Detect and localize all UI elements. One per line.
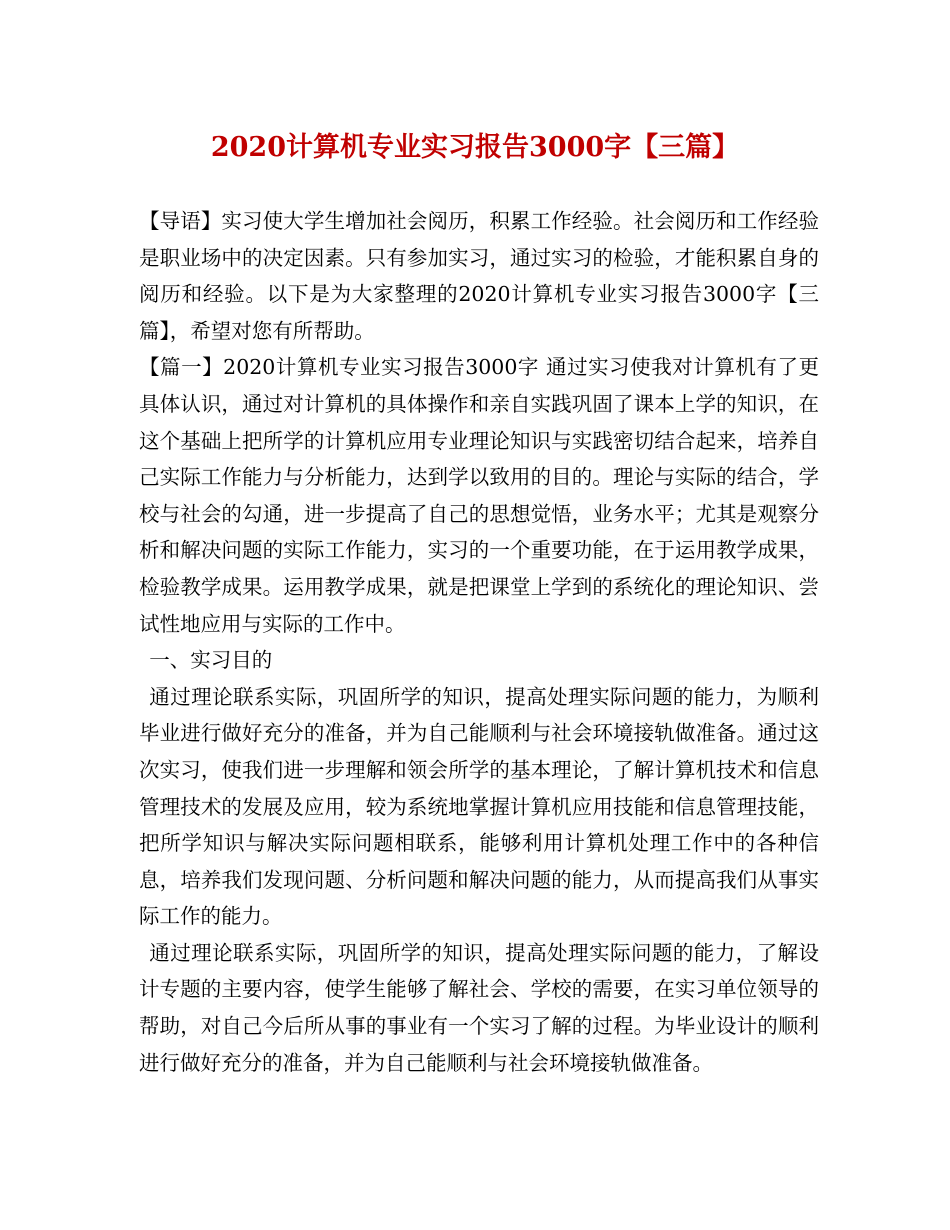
document-body [139,203,819,1081]
document-title: 2020计算机专业实习报告3000字【三篇】 [210,132,740,163]
section-heading-purpose: 一、实习目的 [149,648,273,673]
paragraph-intro: 【导语】实习使大学生增加社会阅历，积累工作经验。社会阅历和工作经验是职业场中的决定因素。只有参加实习，通过实习的检验，才能积累自身的阅历和经验。以下是为大家整理的2020计算机专业实习报告3000字【三篇】，希望对您有所帮助。 [139,209,819,343]
paragraph-purpose-1: 通过理论联系实际，巩固所学的知识，提高处理实际问题的能力，为顺利毕业进行做好充分的准备，并为自己能顺利与社会环境接轨做准备。通过这次实习，使我们进一步理解和领会所学的基本理论，了解计算机技术和信息管理技术的发展及应用，较为系统地掌握计算机应用技能和信息管理技能，把所学知识与解决实际问题相联系，能够利用计算机处理工作中的各种信息，培养我们发现问题、分析问题和解决问题的能力，从而提高我们从事实际工作的能力。 [139,684,819,929]
paragraph-purpose-2: 通过理论联系实际，巩固所学的知识，提高处理实际问题的能力，了解设计专题的主要内容，使学生能够了解社会、学校的需要，在实习单位领导的帮助，对自己今后所从事的事业有一个实习了解的过程。为毕业设计的顺利进行做好充分的准备，并为自己能顺利与社会环境接轨做准备。 [139,940,819,1075]
paragraph-part-one: 【篇一】2020计算机专业实习报告3000字 通过实习使我对计算机有了更具体认识，通过对计算机的具体操作和亲自实践巩固了课本上学的知识，在这个基础上把所学的计算机应用专业理论知识与实践密切结合起来，培养自己实际工作能力与分析能力，达到学以致用的目的。理论与实际的结合，学校与社会的勾通，进一步提高了自己的思想觉悟，业务水平；尤其是观察分析和解决问题的实际工作能力，实习的一个重要功能，在于运用教学成果，检验教学成果。运用教学成果，就是把课堂上学到的系统化的理论知识、尝试性地应用与实际的工作中。 [139,355,819,636]
